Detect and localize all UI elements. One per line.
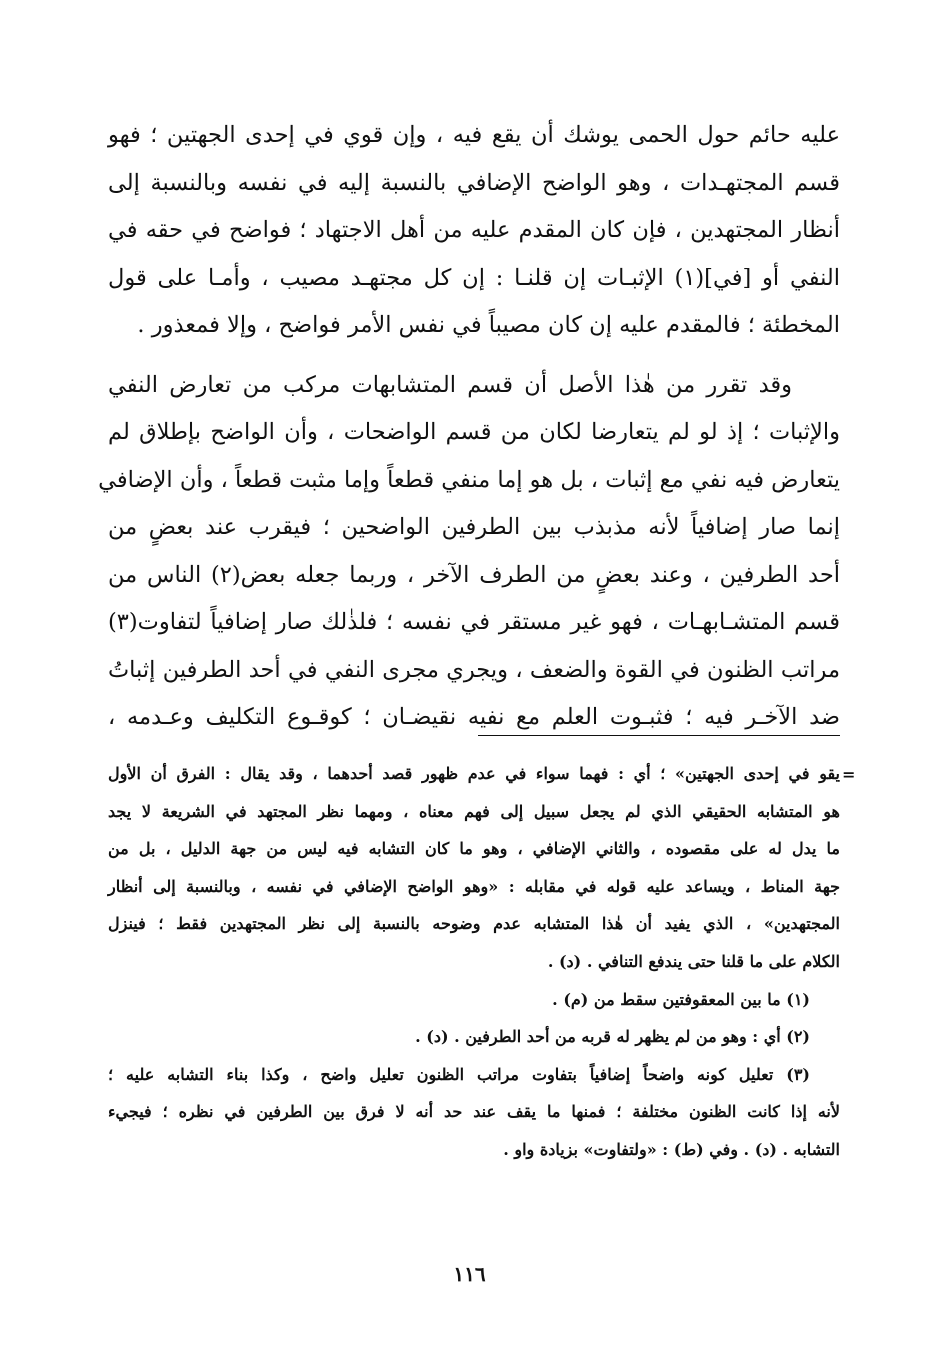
- footnote-3: [108, 1056, 840, 1169]
- footnote-continuation: [108, 755, 840, 981]
- main-text: [98, 112, 841, 742]
- text-line: النفي أو [في](١) الإثبـات إن قلنـا : إن كل مجتهـد مصيب ، وأمـا على قول: [108, 264, 841, 291]
- text-line: وقد تقرر من هٰذا الأصل أن قسم المتشابهات مركب من تعارض النفي: [108, 371, 792, 398]
- continuation-mark: =: [842, 765, 856, 784]
- text-line: عليه حائم حول الحمى يوشك أن يقع فيه ، وإن قوي في إحدى الجهتين ؛ فهو: [108, 122, 840, 148]
- footnote-line: (٢) أي : وهو من لم يظهر له قربه من أحد الطرفين . (د) .: [415, 1027, 810, 1047]
- footnote-line: التشابه . (د) . وفي (ط) : «ولتفاوت» بزيادة واو .: [503, 1139, 840, 1159]
- footnote-line: (١) ما بين المعقوفتين سقط من (م) .: [552, 989, 810, 1009]
- text-line: ضد الآخـر فيه ؛ فثبـوت العلم مع نفيه نقيضـان ؛ كوقـوع التكليف وعـدمه ،: [108, 704, 840, 730]
- footnote-separator: [478, 735, 840, 736]
- paragraph-1: [108, 112, 840, 350]
- footnotes: [108, 755, 840, 1169]
- footnote-1: [108, 981, 840, 1019]
- text-line: أنظار المجتهدين ، فإن كان المقدم عليه من أهل الاجتهاد ؛ فواضح في حقه في: [108, 217, 840, 243]
- footnote-line: (٣) تعليل كونه واضحاً إضافياً بتفاوت مراتب الظنون تعليل واضح ، وكذا بناء التشابه عليه ؛: [108, 1064, 810, 1084]
- text-line: إنما صار إضافياً لأنه مذبذب بين الطرفين الواضحين ؛ فيقرب عند بعضٍ من: [108, 514, 840, 540]
- footnote-line: لأنه إذا كانت الظنون مختلفة ؛ فمنها ما يقف عند حد أنه لا فرق بين الطرفين في نظره ؛ فيجيء: [108, 1102, 840, 1122]
- paragraph-gap: [108, 350, 840, 362]
- page-number: ١١٦: [453, 1262, 486, 1286]
- text-line: أحد الطرفين ، وعند بعضٍ من الطرف الآخر ، وربما جعله بعض(٢) الناس من: [108, 561, 840, 588]
- footnote-line: هو المتشابه الحقيقي الذي لم يجعل سبيل إلى فهم معناه ، ومهما نظر المجتهد في الشريعة لا يجد: [108, 801, 840, 821]
- footnote-line: المجتهدين» ، الذي يفيد أن هٰذا المتشابه عدم وضوحه بالنسبة إلى نظر المجتهدين فقط ؛ فينزل: [108, 914, 840, 934]
- text-line: مراتب الظنون في القوة والضعف ، ويجري مجرى النفي في أحد الطرفين إثباتُ: [108, 656, 840, 683]
- footnote-line: يقو في إحدى الجهتين» ؛ أي : فهما سواء في عدم ظهور قصد أحدهما ، وقد يقال : الفرق أن الأول: [108, 764, 840, 783]
- text-line: قسم المجتهـدات ، وهو الواضح الإضافي بالنسبة إليه في نفسه وبالنسبة إلى: [108, 169, 840, 196]
- footnote-line: جهة المناط ، ويساعد عليه قوله في مقابله : «وهو الواضح الإضافي في نفسه ، وبالنسبة إلى أنظار: [108, 876, 840, 896]
- footnote-line: ما يدل له على مقصوده ، والثاني الإضافي ، وهو ما كان التشابه فيه ليس من جهة الدليل ، بل من: [108, 839, 840, 859]
- text-line: والإثبات ؛ إذ لو لم يتعارضا لكان من قسم الواضحات ، وأن الواضح بإطلاق لم: [108, 419, 840, 445]
- footnote-2: [108, 1018, 840, 1056]
- footnote-line: الكلام على ما قلنا حتى يندفع التنافي . (د) .: [547, 951, 840, 971]
- text-line: المخطئة ؛ فالمقدم عليه إن كان مصيباً في نفس الأمر فواضح ، وإلا فمعذور .: [137, 312, 840, 338]
- text-line: قسم المتشـابهـات ، فهو غير مستقر في نفسه ؛ فلذٰلك صار إضافياً لتفاوت(٣): [108, 609, 840, 635]
- text-line: يتعارض فيه نفي مع إثبات ، بل هو إما منفي قطعاً وإما مثبت قطعاً ، وأن الإضافي: [98, 466, 840, 493]
- paragraph-2: [98, 362, 840, 742]
